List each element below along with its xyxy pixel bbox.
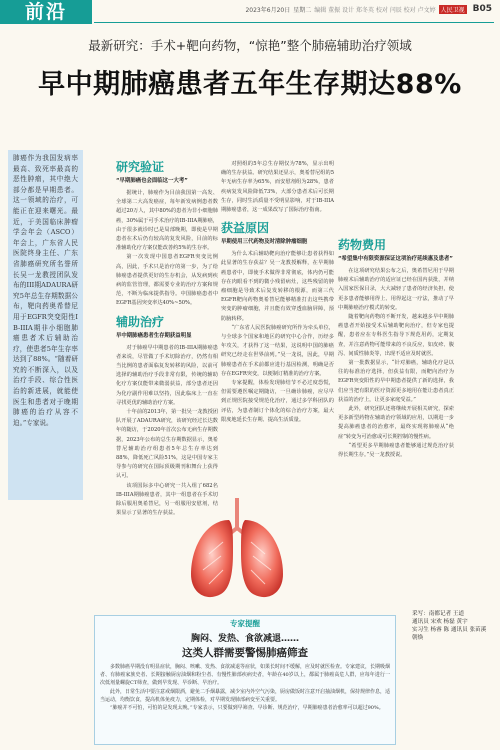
intro-text: 肺癌作为我国发病率最高、致死率最高的恶性肿瘤，其中绝大部分都是早期患者。这一领域的治疗，可能正在迎来曙光。最近，于美国临床肿瘤学会年会（ASCO）年会上，广东省人民医院终身主任、广东省肺癌研究所名誉所长吴一龙教授团队发布的III期ADAURA研究5年总生存期数据公布，靶向药奥希替尼用于EGFR突变阳性IB-IIIA期非小细胞肺癌患者术后辅助治疗，使患者5年生存率达到了88%。“随着研究的不断深入，以及治疗手段、综合性医治的新进展，就能使医生和患者对于晚期肺癌的治疗从容不迫。”专家说。 xyxy=(13,154,78,427)
paragraph: “广东省人民医院肺癌研究所作为牵头单位，与全球多个国家和地区的研究中心合作，历经多年攻关，才获得了这一结果，这说明中国的肺癌研究已经走在世界前列。”吴一龙说，因此，早期肺癌患者在手术前都应进行基因检测，明确是否存在EGFR突变，以便制订精准的治疗方案。 xyxy=(221,324,334,377)
masthead-rule xyxy=(94,22,494,23)
expert-box-label: 专家提醒 xyxy=(230,619,260,628)
paragraph: 十年前的2013年，第一批吴一龙教授团队开展了ADAURA研究，该研究经过长达数年的随访，于2020年首次公布无病生存期数据，2023年公布的总生存期数据显示，奥希替尼辅助治疗组患者5年总生存率达到88%，降低死亡风险51%，这是中国专家主导参与的研究在国际顶级期刊和舞台上获得认可。 xyxy=(116,409,218,480)
paragraph: 据统计，肺癌作为目前我国第一高发、全球第二大高发癌症，每年新发病例患者数超过20万人，其中80%的患者为非小细胞肺癌，30%属于可手术治疗的IB-IIIA期肺癌，由于很多就诊时已是局部晚期，即使是早期患者在术后仍有较高的复发风险，目前的标准辅助化疗方案仅能改善约5%的生存率。 xyxy=(116,190,218,252)
paragraph: 专家提醒，体检发现肺结节不必过度恐慌，但需要遵医嘱定期随访，一旦确诊肺癌，应尽早到正规医院接受规范化治疗，通过多学科团队的评估，为患者制订个体化的综合治疗方案，最大限度地延长生存期、提高生活质量。 xyxy=(221,380,334,423)
masthead xyxy=(0,0,500,28)
section-title-research: 研究验证 xyxy=(116,160,165,174)
expert-box-title-2: 这类人群需要警惕肺癌筛查 xyxy=(182,647,308,659)
paragraph: 该项国际多中心研究一共入组了682名IB-IIIA期肺癌患者，其中一组患者在手术切除后服用奥希替尼，另一组服用安慰剂，结果显示了显著的生存获益。 xyxy=(116,482,218,517)
section-title-cost: 药物费用 xyxy=(338,238,387,252)
page-badge: 人民卫视 xyxy=(440,6,465,14)
paragraph: 此外，日常生活中要注意戒烟限酒，避免二手烟暴露，减少室内外空气污染，厨房做饭时注意开启抽油烟机，保持规律作息，适当运动，均衡饮食，提高机体免疫力，定期体检，对早期发现肺部病变至关重要。 xyxy=(100,688,391,703)
editor-credits: 编辑 董振 设计 郑冬英 校对 闫辰 校对 卢文婷 xyxy=(314,6,436,14)
section-tab: 前沿 xyxy=(0,0,92,24)
section-subtitle-adjuvant: 早中期肺癌患者生存期获益明显 xyxy=(116,332,192,339)
section-title-benefit: 获益原因 xyxy=(221,221,270,236)
column-2 xyxy=(221,160,334,425)
expert-box-title-1: 胸闷、发热、食欲减退…… xyxy=(190,634,299,644)
section-subtitle-benefit: 早期使用三代药物及时清除肿瘤细胞 xyxy=(221,239,308,246)
issue-date: 2023年6月20日 xyxy=(245,6,291,14)
paragraph: 对于肺癌早中期患者的IB-IIIA期肺癌患者来说，尽管做了手术切除治疗，仍然有相当比例的患者面临复发转移的风险，以前可选择的辅助治疗手段非常有限，传统的辅助化疗方案仅能带来微弱获益，部分患者还因为化疗副作用难以坚持，因此临床上一直在寻找更优的辅助治疗方案。 xyxy=(116,344,218,406)
masthead-meta xyxy=(245,4,492,14)
paragraph: “希望更多早期肺癌患者能够通过规范治疗获得长期生存。”吴一龙教授说。 xyxy=(338,442,454,459)
author-line: 采写：南都记者 王道 xyxy=(412,611,465,617)
column-1 xyxy=(116,160,218,519)
author-line: 通讯员 宋欢 杨磊 黄宇 xyxy=(412,619,468,625)
section-title-adjuvant: 辅助治疗 xyxy=(116,314,165,329)
author-line: 实习生 杨睿 陈 通讯员 张苗溪 朝焕 xyxy=(412,627,487,641)
author-credits xyxy=(412,610,492,642)
paragraph: “肺癌并不可怕，可怕的是发现太晚。”专家表示，只要做到早筛查、早诊断、规范治疗，早期肺癌患者治愈率可以超过90%。 xyxy=(110,705,384,712)
issue-weekday: 星期二 xyxy=(293,6,312,14)
section-subtitle-research: “早期肺癌也会面临这一大考” xyxy=(116,178,188,184)
paragraph: 为什么术后辅助靶向治疗能够让患者获得如此显著的生存获益？吴一龙教授解释，在早期肺癌患者中，即使手术做得非常彻底，体内仍可能存在肉眼看不到的微小残留病灶，这些残留的肿瘤细胞是导致术后复发转移的根源，而第三代EGFR靶向药物奥希替尼能够精准打击这些携带突变的肿瘤细胞，并且能有效穿透血脑屏障，预防脑转移。 xyxy=(221,251,334,322)
paragraph: 随着靶向药物的不断开发，越来越多早中期肺癌患者开始接受术后辅助靶向治疗，但专家也提醒，患者应在专科医生指导下规范用药，定期复查，并注意药物可能带来的不良反应，如皮疹、腹泻、间质性肺炎等，出现不适应及时就医。 xyxy=(338,314,454,357)
headline: 早中期肺癌患者五年生存期达88% xyxy=(38,69,462,100)
expert-tips-box xyxy=(94,615,396,745)
intro-sidebar xyxy=(8,150,83,500)
paragraph: 此外，研究团队还将继续开展相关研究，探索更多新型药物在辅助治疗领域的应用，以期进一步提高肺癌患者的治愈率，最终实现将肺癌从“绝症”转变为可治愈或可长期控制的慢性病。 xyxy=(338,406,454,440)
paragraph: 在这项研究结果公布之后，奥希替尼用于早期肺癌术后辅助治疗的适应证已经在国内获批，并纳入国家医保目录，大大减轻了患者的经济负担，使更多患者能够用得上、用得起这一疗法，推动了早中期肺癌治疗模式的转变。 xyxy=(338,268,454,311)
section-subtitle-cost: “希望集中有限资源保证这项治疗延续惠及患者” xyxy=(338,256,453,262)
paragraph: 第一批数据显示，“针对肺癌，辅助化疗是以往的标准治疗选择，但获益有限，而靶向治疗为EGFR突变阳性的早中期患者提供了新的选择，我们应当把有限的医疗资源更多地用在能让患者真正获益的治疗上，让更多家庭受益。” xyxy=(338,360,454,403)
paragraph: 第一次发现中国患者EGFR突变比例高，因此，手术只是治疗的第一步，为了给肺癌患者提供更好的生存机会，从发病到疾病的监管管理，都需要专业的治疗方案和规范，不断为临床提供指导。中国肺癌患者中EGFR基因突变率达40%~50%。 xyxy=(116,254,218,307)
column-3 xyxy=(338,238,454,460)
lung-illustration xyxy=(177,490,297,608)
subheadline: 最新研究：手术+靶向药物，“惊艳”整个肺癌辅助治疗领域 xyxy=(88,38,412,53)
paragraph: 对照组的5年总生存期仅为78%，显示出明确的生存获益。研究结果还显示，奥希替尼组的5年无病生存率为65%，而安慰剂组为28%，患者疾病复发风险降低73%，大部分患者术后可长期生存，同时生活质量不受明显影响，对于IB-IIIA期肺癌患者，这一成果改写了国际治疗指南。 xyxy=(221,161,334,214)
paragraph: 多数肺癌早期没有明显症状，胸闷、咳嗽、发热、食欲减退等症状，如果长时间不缓解，应及时就医检查。专家建议，长期吸烟者、有肺癌家族史者、长期接触厨房油烟和粉尘者、有慢性肺部疾病史者，年龄在40岁以上，都属于肺癌高危人群，应每年进行一次低剂量螺旋CT筛查，做到早发现、早诊断、早治疗。 xyxy=(100,664,391,687)
page-number: B05 xyxy=(472,4,492,14)
